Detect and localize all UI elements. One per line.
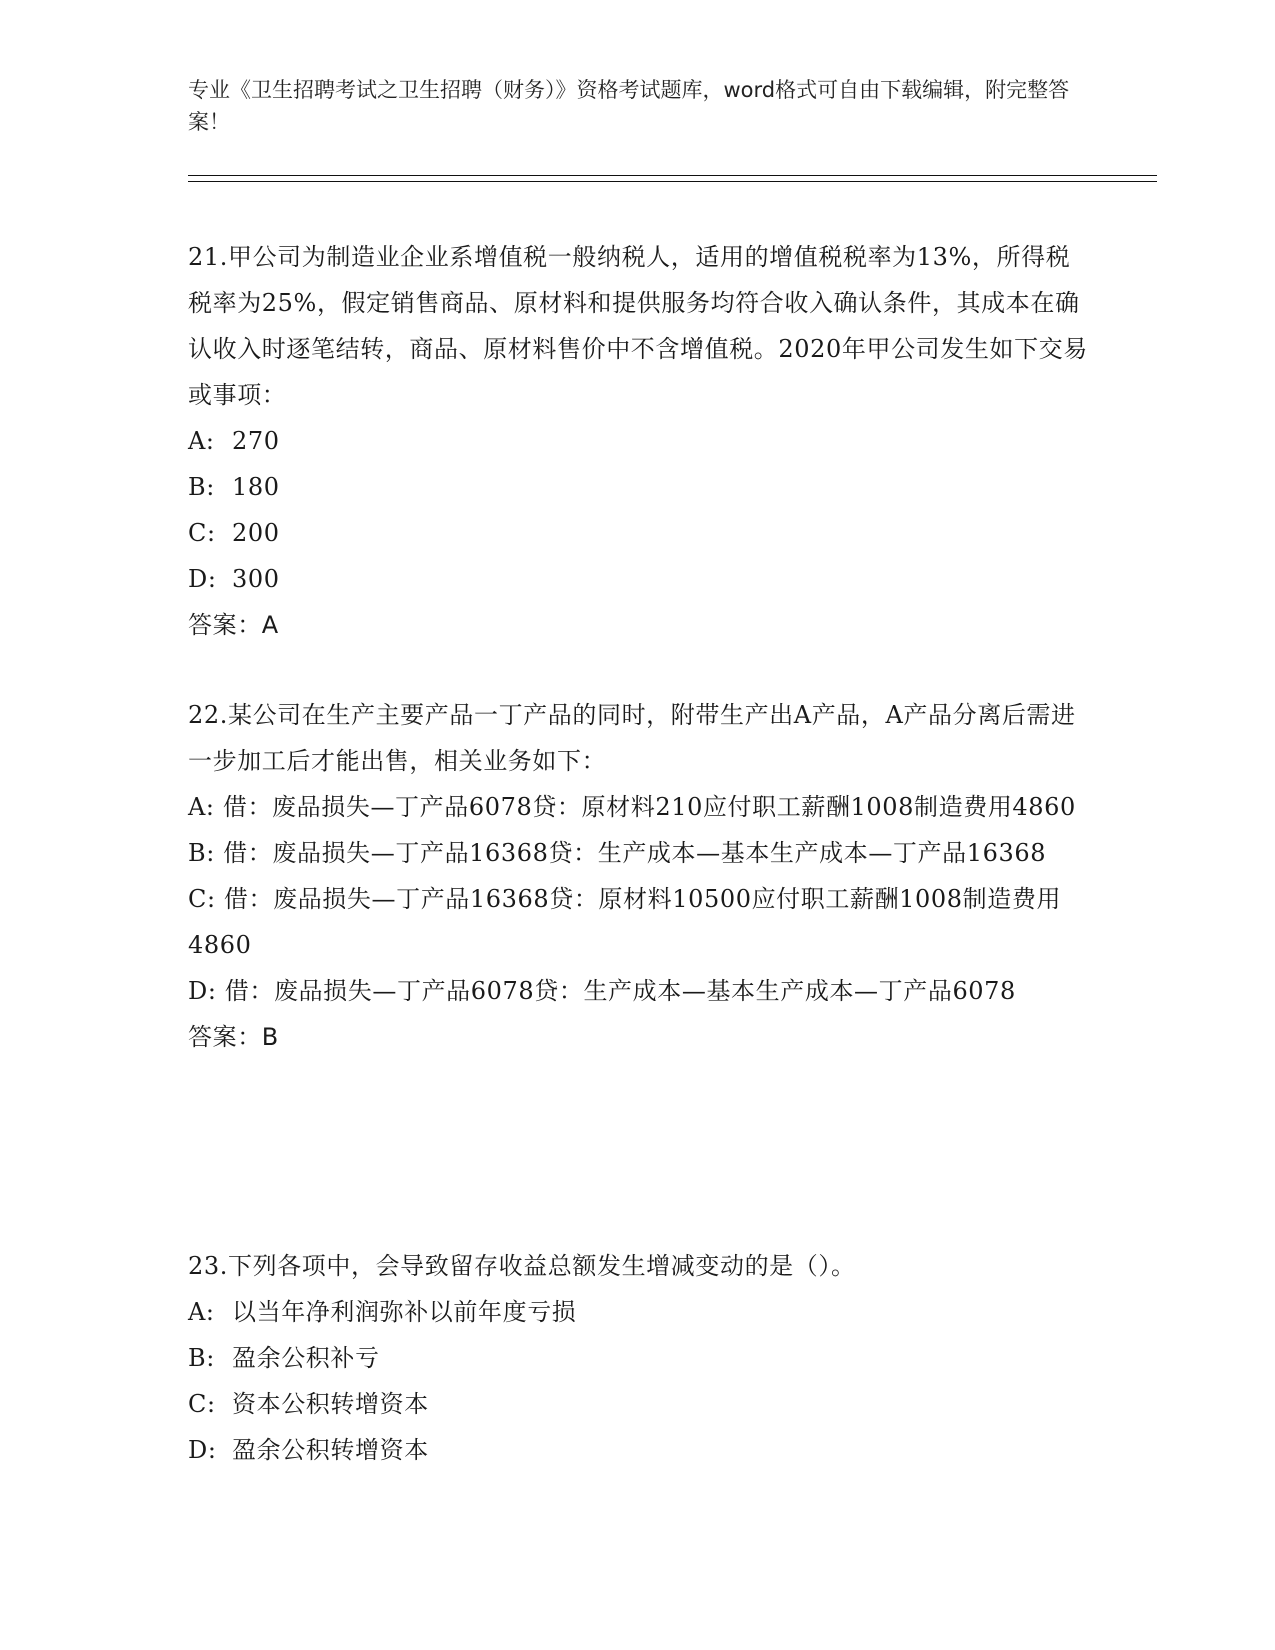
question-stem: 22.某公司在生产主要产品一丁产品的同时，附带生产出A产品，A产品分离后需进一步加工后才能出售，相关业务如下： xyxy=(188,701,1076,775)
option-d xyxy=(188,1427,1088,1473)
option-text: 180 xyxy=(232,473,280,501)
answer-line: 答案：A xyxy=(188,611,279,639)
option-text: 借：废品损失—丁产品6078贷：原材料210应付职工薪酬1008制造费用4860 xyxy=(222,793,1076,821)
option-text: 借：废品损失—丁产品16368贷：原材料10500应付职工薪酬1008制造费用4860 xyxy=(188,885,1062,959)
option-label: B: xyxy=(188,1344,215,1372)
option-label: C: xyxy=(188,885,216,913)
option-text: 资本公积转增资本 xyxy=(232,1390,429,1418)
option-text: 盈余公积转增资本 xyxy=(232,1436,429,1464)
option-c xyxy=(188,1381,1088,1427)
option-d xyxy=(188,556,1088,602)
option-b xyxy=(188,464,1088,510)
option-a xyxy=(188,1289,1088,1335)
document-header xyxy=(188,74,1088,138)
option-text: 盈余公积补亏 xyxy=(232,1344,380,1372)
option-text: 200 xyxy=(232,519,280,547)
option-b xyxy=(188,830,1088,876)
header-rule-bottom xyxy=(188,181,1157,182)
option-label: A: xyxy=(188,1298,215,1326)
option-label: C: xyxy=(188,1390,216,1418)
question-stem: 21.甲公司为制造业企业系增值税一般纳税人，适用的增值税税率为13%，所得税税率为25%，假定销售商品、原材料和提供服务均符合收入确认条件，其成本在确认收入时逐笔结转，商品、原材料售价中不含增值税。2020年甲公司发生如下交易或事项： xyxy=(188,243,1088,409)
option-text: 270 xyxy=(232,427,280,455)
option-d xyxy=(188,968,1088,1014)
option-label: A: xyxy=(188,793,215,821)
option-label: D: xyxy=(188,565,217,593)
question-21 xyxy=(188,234,1088,648)
option-text: 以当年净利润弥补以前年度亏损 xyxy=(232,1298,577,1326)
question-23 xyxy=(188,1243,1088,1473)
option-label: B: xyxy=(188,839,215,867)
header-rule-top xyxy=(188,175,1157,176)
question-22 xyxy=(188,692,1088,1060)
option-label: A: xyxy=(188,427,215,455)
option-label: D: xyxy=(188,977,217,1005)
question-stem: 23.下列各项中，会导致留存收益总额发生增减变动的是（）。 xyxy=(188,1252,856,1280)
option-a xyxy=(188,418,1088,464)
option-text: 借：废品损失—丁产品6078贷：生产成本—基本生产成本—丁产品6078 xyxy=(224,977,1016,1005)
option-label: D: xyxy=(188,1436,217,1464)
option-a xyxy=(188,784,1088,830)
header-text: 专业《卫生招聘考试之卫生招聘（财务）》资格考试题库，word格式可自由下载编辑，附完整答案！ xyxy=(188,78,1070,134)
option-b xyxy=(188,1335,1088,1381)
option-text: 借：废品损失—丁产品16368贷：生产成本—基本生产成本—丁产品16368 xyxy=(223,839,1047,867)
option-label: C: xyxy=(188,519,216,547)
option-c xyxy=(188,876,1088,968)
option-c xyxy=(188,510,1088,556)
option-label: B: xyxy=(188,473,215,501)
answer-line: 答案：B xyxy=(188,1023,279,1051)
option-text: 300 xyxy=(232,565,280,593)
